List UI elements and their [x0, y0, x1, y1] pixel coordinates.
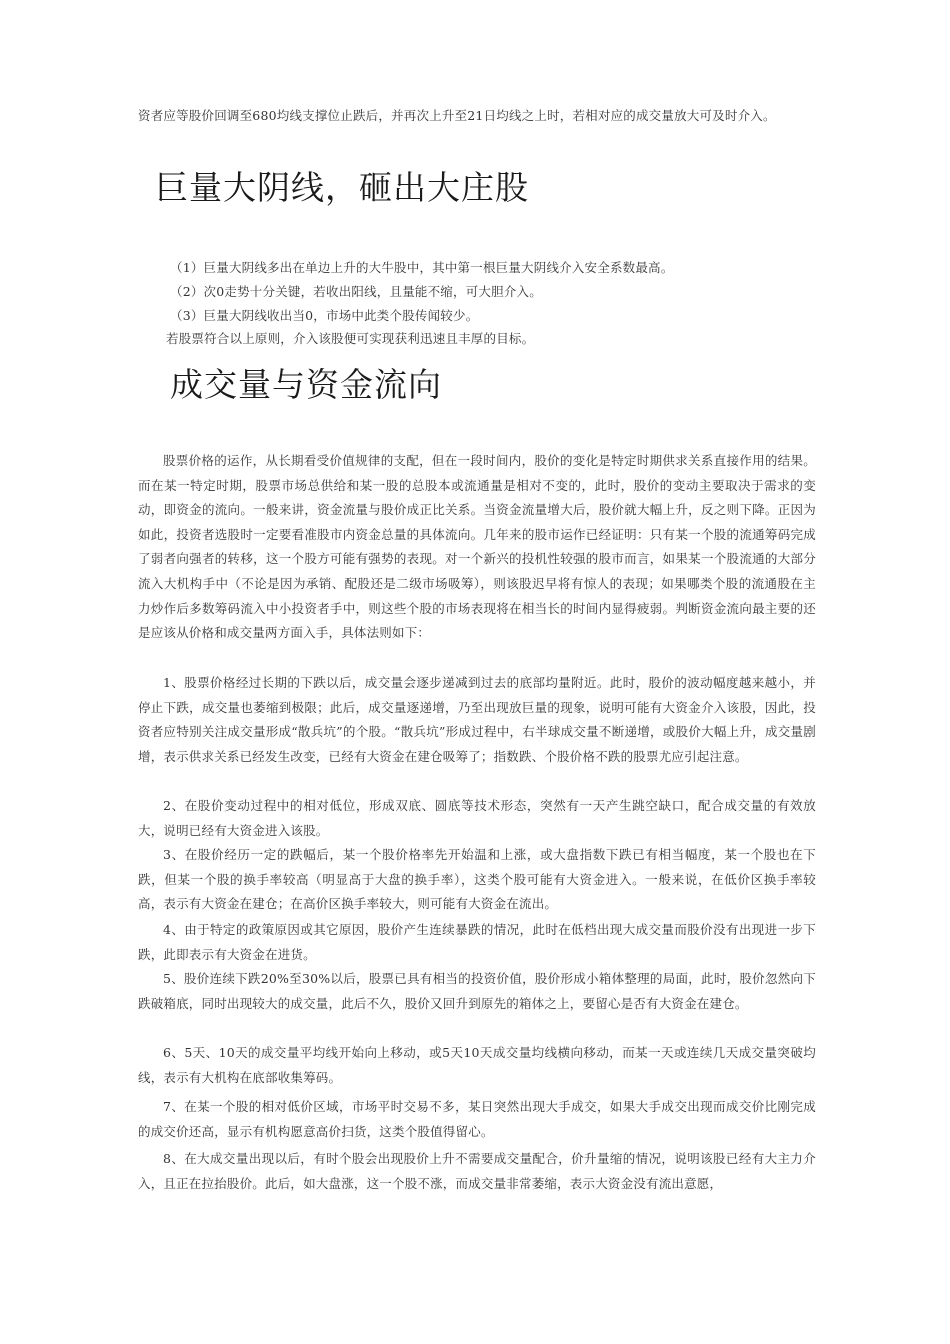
body-paragraph: 2、在股价变动过程中的相对低位，形成双底、圆底等技术形态，突然有一天产生跳空缺口，配合成交量的有效放大，说明已经有大资金进入该股。 — [138, 798, 816, 838]
body-paragraph: 8、在大成交量出现以后，有时个股会出现股价上升不需要成交量配合，价升量缩的情况，说明该股已经有大主力介入，且正在拉抬股价。此后，如大盘涨，这一个股不涨，而成交量非常萎缩，表示大资金没有流出意愿， — [138, 1151, 816, 1191]
body-paragraph: 4、由于特定的政策原因或其它原因，股价产生连续暴跌的情况，此时在低档出现大成交量而股价没有出现进一步下跌，此即表示有大资金在进货。 — [138, 922, 816, 962]
section-title-1: 巨量大阴线，砸出大庄股 — [155, 168, 529, 207]
list-item: 若股票符合以上原则，介入该股便可实现获利迅速且丰厚的目标。 — [166, 331, 535, 346]
body-paragraph: 3、在股价经历一定的跌幅后，某一个股价格率先开始温和上涨，或大盘指数下跌已有相当幅度，某一个股也在下跌，但某一个股的换手率较高（明显高于大盘的换手率），这类个股可能有大资金进入。一般来说，在低价区换手率较高，表示有大资金在建仓；在高价区换手率较大，则可能有大资金在流出。 — [138, 847, 816, 912]
body-paragraph: 5、股价连续下跌20%至30%以后，股票已具有相当的投资价值，股价形成小箱体整理的局面，此时，股价忽然向下跌破箱底，同时出现较大的成交量，此后不久，股价又回升到原先的箱体之上，要留心是否有大资金在建仓。 — [138, 971, 816, 1011]
list-item: （1）巨量大阴线多出在单边上升的大牛股中，其中第一根巨量大阴线介入安全系数最高。 — [170, 260, 674, 275]
list-item: （3）巨量大阴线收出当0，市场中此类个股传闻较少。 — [170, 308, 479, 323]
body-paragraph: 7、在某一个股的相对低价区域，市场平时交易不多，某日突然出现大手成交，如果大手成交出现而成交价比刚完成的成交价还高，显示有机构愿意高价扫货，这类个股值得留心。 — [138, 1099, 816, 1139]
body-paragraph: 1、股票价格经过长期的下跌以后，成交量会逐步递减到过去的底部均量附近。此时，股价的波动幅度越来越小，并停止下跌，成交量也萎缩到极限；此后，成交量逐递增，乃至出现放巨量的现象，说明可能有大资金介入该股，因此，投资者应特别关注成交量形成“散兵坑”的个股。“散兵坑”形成过程中，右半球成交量不断递增，或股价大幅上升，成交量剧增，表示供求关系已经发生改变，已经有大资金在建仓吸筹了；指数跌、个股价格不跌的股票尤应引起注意。 — [138, 675, 816, 764]
intro-paragraph: 资者应等股价回调至680均线支撑位止跌后，并再次上升至21日均线之上时，若相对应的成交量放大可及时介入。 — [138, 108, 776, 123]
body-paragraph: 股票价格的运作，从长期看受价值规律的支配，但在一段时间内，股价的变化是特定时期供求关系直接作用的结果。而在某一特定时期，股票市场总供给和某一股的总股本或流通量是相对不变的，此时，股价的变动主要取决于需求的变动，即资金的流向。一般来讲，资金流量与股价成正比关系。当资金流量增大后，股价就大幅上升，反之则下降。正因为如此，投资者选股时一定要看准股市内资金总量的具体流向。几年来的股市运作已经证明：只有某一个股的流通筹码完成了弱者向强者的转移，这一个股方可能有强势的表现。对一个新兴的投机性较强的股市而言，如果某一个股流通的大部分流入大机构手中（不论是因为承销、配股还是二级市场吸筹），则该股迟早将有惊人的表现；如果哪类个股的流通股在主力炒作后多数筹码流入中小投资者手中，则这些个股的市场表现将在相当长的时间内显得疲弱。判断资金流向最主要的还是应该从价格和成交量两方面入手，具体法则如下： — [138, 453, 816, 641]
section-title-2: 成交量与资金流向 — [170, 365, 442, 404]
body-paragraph: 6、5天、10天的成交量平均线开始向上移动，或5天10天成交量均线横向移动，而某一天或连续几天成交量突破均线，表示有大机构在底部收集筹码。 — [138, 1045, 816, 1085]
list-item: （2）次0走势十分关键，若收出阳线，且量能不缩，可大胆介入。 — [170, 284, 542, 299]
